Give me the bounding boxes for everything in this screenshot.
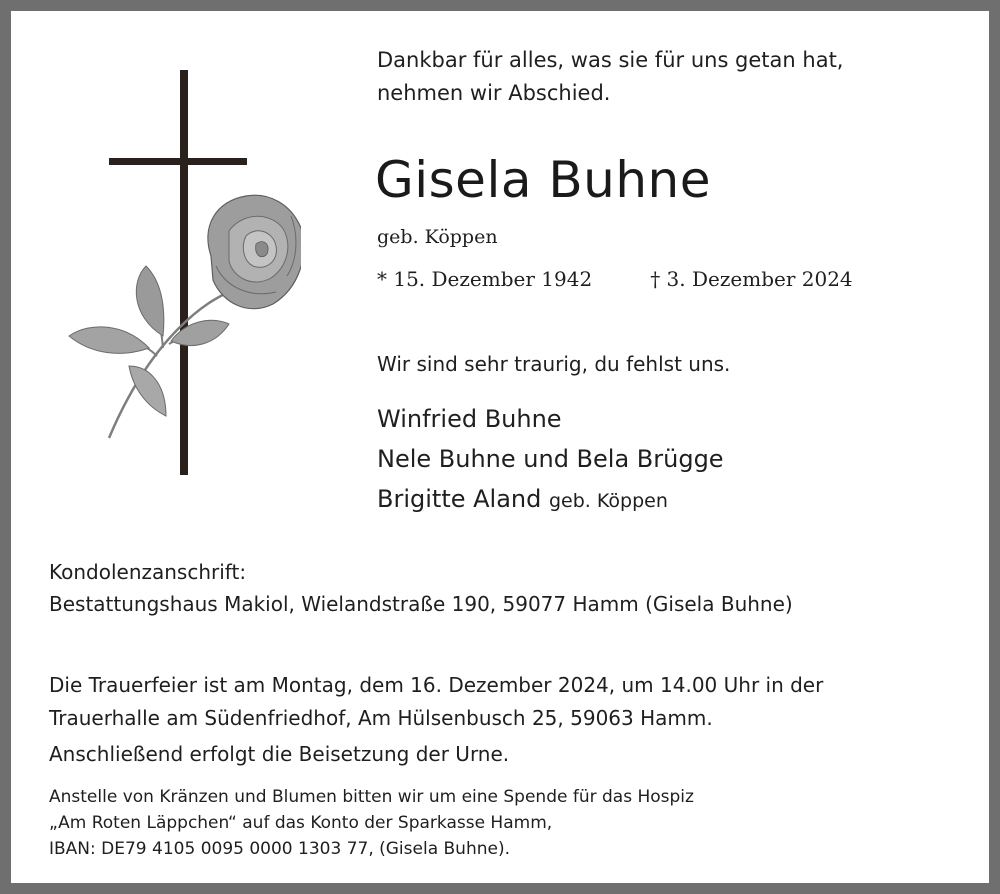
donation-line-2: „Am Roten Läppchen“ auf das Konto der Sparkasse Hamm,: [49, 813, 553, 833]
service-info: [49, 669, 823, 735]
birth-date: * 15. Dezember 1942: [377, 267, 593, 291]
mourner-item: [377, 479, 724, 521]
mourner-name: Brigitte Aland: [377, 485, 542, 513]
mourner-item: [377, 439, 724, 479]
death-date: † 3. Dezember 2024: [650, 267, 853, 291]
donation-text: [49, 784, 694, 862]
condolence-label: Kondolenzanschrift:: [49, 560, 247, 584]
life-dates: [377, 267, 853, 291]
mourner-item: [377, 399, 724, 439]
cross-with-rose-illustration: [51, 66, 301, 486]
intro-text: [377, 44, 843, 110]
condolence-address-text: Bestattungshaus Makiol, Wielandstraße 190, 59077 Hamm (Gisela Buhne): [49, 592, 793, 616]
mourners-list: [377, 399, 724, 521]
deceased-name: Gisela Buhne: [375, 151, 712, 209]
intro-line-1: Dankbar für alles, was sie für uns getan hat,: [377, 48, 844, 72]
sorrow-text: Wir sind sehr traurig, du fehlst uns.: [377, 352, 731, 376]
mourner-name: Nele Buhne und Bela Brügge: [377, 445, 724, 473]
intro-line-2: nehmen wir Abschied.: [377, 81, 611, 105]
obituary-card: [11, 11, 989, 883]
donation-line-3: IBAN: DE79 4105 0095 0000 1303 77, (Gisela Buhne).: [49, 839, 511, 859]
urn-burial-text: Anschließend erfolgt die Beisetzung der Urne.: [49, 742, 510, 766]
mourner-suffix: geb. Köppen: [549, 490, 668, 512]
mourner-name: Winfried Buhne: [377, 405, 562, 433]
service-line-1: Die Trauerfeier ist am Montag, dem 16. Dezember 2024, um 14.00 Uhr in der: [49, 673, 824, 697]
service-line-2: Trauerhalle am Südenfriedhof, Am Hülsenbusch 25, 59063 Hamm.: [49, 706, 713, 730]
donation-line-1: Anstelle von Kränzen und Blumen bitten wir um eine Spende für das Hospiz: [49, 787, 694, 807]
maiden-name: geb. Köppen: [377, 226, 498, 248]
condolence-address: [49, 556, 793, 620]
